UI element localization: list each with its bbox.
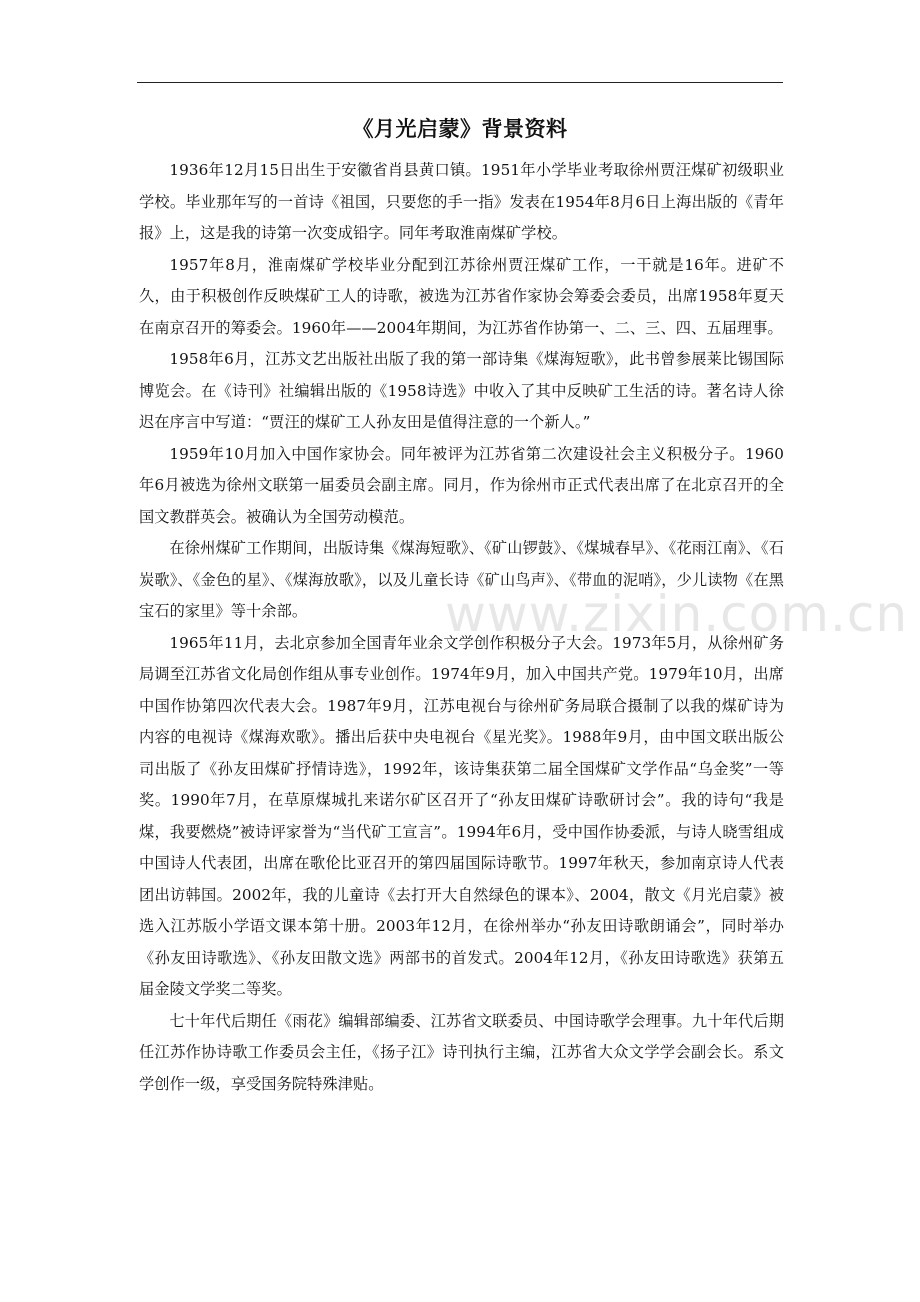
document-body (139, 155, 784, 1100)
paragraph-coal-mine-work: 1957年8月，淮南煤矿学校毕业分配到江苏徐州贾汪煤矿工作，一干就是16年。进矿不久，由于积极创作反映煤矿工人的诗歌，被选为江苏省作家协会筹委会委员，出席1958年夏天在南京召开的筹委会。1960年——2004年期间，为江苏省作协第一、二、三、四、五届理事。 (139, 255, 784, 337)
document-title: 《月光启蒙》背景资料 (352, 117, 568, 141)
paragraph-writers-association: 1959年10月加入中国作家协会。同年被评为江苏省第二次建设社会主义积极分子。1960年6月被选为徐州文联第一届委员会副主席。同月，作为徐州市正式代表出席了在北京召开的全国文教群英会。被确认为全国劳动模范。 (139, 444, 784, 526)
header-rule (137, 82, 783, 83)
paragraph-career-timeline: 1965年11月，去北京参加全国青年业余文学创作积极分子大会。1973年5月，从徐州矿务局调至江苏省文化局创作组从事专业创作。1974年9月，加入中国共产党。1979年10月，出席中国作协第四次代表大会。1987年9月，江苏电视台与徐州矿务局联合摄制了以我的煤矿诗为内容的电视诗《煤海欢歌》。播出后获中央电视台《星光奖》。1988年9月，由中国文联出版公司出版了《孙友田煤矿抒情诗选》，1992年，该诗集获第二届全国煤矿文学作品“乌金奖”一等奖。1990年7月，在草原煤城扎来诺尔矿区召开了“孙友田煤矿诗歌研讨会”。我的诗句“我是煤，我要燃烧”被诗评家誉为“当代矿工宣言”。1994年6月，受中国作协委派，与诗人晓雪组成中国诗人代表团，出席在歌伦比亚召开的第四届国际诗歌节。1997年秋天，参加南京诗人代表团出访韩国。2002年，我的儿童诗《去打开大自然绿色的课本》、2004，散文《月光启蒙》被选入江苏版小学语文课本第十册。2003年12月，在徐州举办“孙友田诗歌朗诵会”，同时举办《孙友田诗歌选》、《孙友田散文选》两部书的首发式。2004年12月，《孙友田诗歌选》获第五届金陵文学奖二等奖。 (139, 633, 784, 998)
paragraph-birth-education: 1936年12月15日出生于安徽省肖县黄口镇。1951年小学毕业考取徐州贾汪煤矿初级职业学校。毕业那年写的一首诗《祖国，只要您的手一指》发表在1954年8月6日上海出版的《青年报》上，这是我的诗第一次变成铅字。同年考取淮南煤矿学校。 (139, 161, 784, 242)
paragraph-publications: 在徐州煤矿工作期间，出版诗集《煤海短歌》、《矿山锣鼓》、《煤城春早》、《花雨江南》、《石炭歌》、《金色的星》、《煤海放歌》，以及儿童长诗《矿山鸟声》、《带血的泥哨》，少儿读物《在黑宝石的家里》等十余部。 (139, 539, 784, 620)
paragraph-first-collection: 1958年6月，江苏文艺出版社出版了我的第一部诗集《煤海短歌》，此书曾参展莱比锡国际博览会。在《诗刊》社编辑出版的《1958诗选》中收入了其中反映矿工生活的诗。著名诗人徐迟在序言中写道：“贾汪的煤矿工人孙友田是值得注意的一个新人。” (139, 350, 784, 431)
paragraph-positions: 七十年代后期任《雨花》编辑部编委、江苏省文联委员、中国诗歌学会理事。九十年代后期任江苏作协诗歌工作委员会主任，《扬子江》诗刊执行主编，江苏省大众文学学会副会长。系文学创作一级，享受国务院特殊津贴。 (139, 1011, 784, 1093)
watermark-text: www.zixin.com.cn (445, 585, 909, 643)
